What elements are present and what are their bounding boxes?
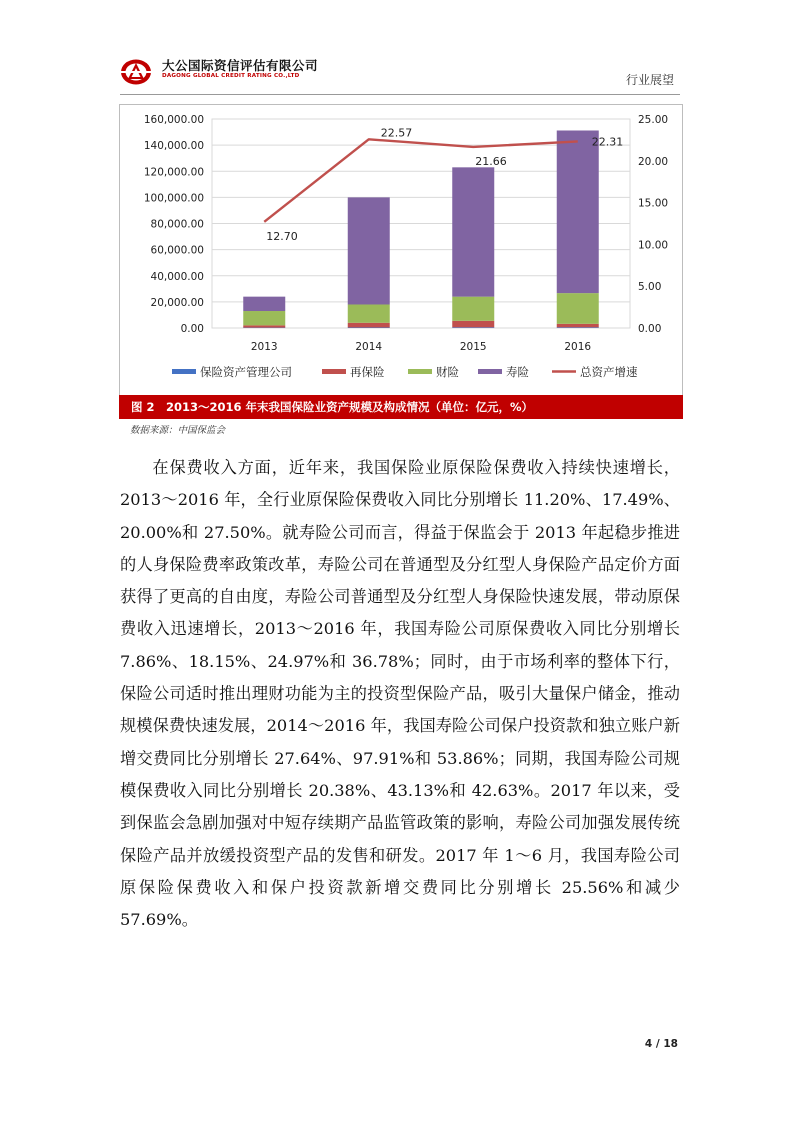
x-tick-label: 2014 (355, 341, 383, 353)
bar-segment (452, 327, 494, 328)
bar-segment (348, 197, 390, 304)
company-name-en: DAGONG GLOBAL CREDIT RATING CO.,LTD (162, 73, 300, 79)
x-tick-label: 2013 (250, 341, 278, 353)
line-data-label: 12.70 (266, 229, 298, 243)
bar-segment (557, 130, 599, 293)
y-right-tick-label: 15.00 (638, 197, 669, 210)
legend-swatch (172, 369, 196, 374)
legend-swatch (322, 369, 346, 374)
company-name-cn: 大公国际资信评估有限公司 (162, 58, 319, 73)
bar-segment (243, 311, 285, 325)
growth-line (264, 139, 578, 222)
chart-container (119, 104, 683, 396)
bar-segment (243, 297, 285, 311)
y-right-tick-label: 5.00 (638, 281, 662, 294)
y-right-tick-label: 0.00 (638, 323, 662, 335)
y-left-tick-label: 80,000.00 (150, 218, 204, 231)
legend-label: 财险 (436, 365, 459, 379)
y-right-tick-label: 10.00 (638, 239, 669, 252)
bar-segment (452, 297, 494, 321)
legend-swatch (478, 369, 502, 374)
line-data-label: 22.31 (591, 135, 624, 149)
bar-segment (557, 327, 599, 328)
x-tick-label: 2016 (564, 341, 592, 353)
y-left-tick-label: 60,000.00 (150, 244, 204, 257)
bar-segment (348, 327, 390, 328)
page-number: 4 / 18 (644, 1038, 678, 1050)
y-left-tick-label: 100,000.00 (143, 192, 204, 205)
bar-segment (452, 167, 494, 296)
bar-segment (243, 325, 285, 327)
bar-segment (348, 304, 390, 322)
line-data-label: 22.57 (380, 126, 413, 140)
legend-label: 寿险 (506, 365, 529, 379)
legend-swatch (408, 369, 432, 374)
line-data-label: 21.66 (475, 154, 507, 168)
figure-caption: 图 2 2013～2016 年末我国保险业资产规模及构成情况（单位：亿元，%） (131, 400, 534, 414)
legend-label: 再保险 (350, 365, 385, 379)
asset-chart (120, 105, 682, 395)
y-left-tick-label: 120,000.00 (143, 166, 204, 179)
body-paragraph: 在保费收入方面，近年来，我国保险业原保险保费收入持续快速增长，2013～2016 年，全行业原保险保费收入同比分别增长 11.20%、17.49%、20.00%和 27.50%。就寿险公司而言，得益于保监会于 2013 年起稳步推进的人身保险费率政策改革，寿险公司在普通型及分红型人身保险产品定价方面获得了更高的自由度，寿险公司普通型及分红型人身保险快速发展，带动原保费收入迅速增长，2013～2016 年，我国寿险公司原保费收入同比分别增长 7.86%、18.15%、24.97%和 36.78%；同时，由于市场利率的整体下行，保险公司适时推出理财功能为主的投资型保险产品，吸引大量保户储金，推动规模保费快速发展，2014～2016 年，我国寿险公司保户投资款和独立账户新增交费同比分别增长 27.64%、97.91%和 53.86%；同期，我国寿险公司规模保费收入同比分别增长 20.38%、43.13%和 42.63%。2017 年以来，受到保监会急剧加强对中短存续期产品监管政策的影响，寿险公司加强发展传统保险产品并放缓投资型产品的发售和研发。2017 年 1～6 月，我国寿险公司原保险保费收入和保户投资款新增交费同比分别增长 25.56%和减少 57.69%。 (120, 458, 680, 930)
legend-label: 总资产增速 (580, 365, 638, 379)
bar-segment (452, 321, 494, 328)
data-source: 数据来源：中国保监会 (130, 425, 226, 436)
y-right-tick-label: 25.00 (638, 114, 669, 126)
bar-segment (557, 324, 599, 328)
bar-segment (348, 323, 390, 328)
y-left-tick-label: 140,000.00 (143, 140, 204, 153)
legend-label: 保险资产管理公司 (200, 365, 292, 379)
y-left-tick-label: 20,000.00 (150, 296, 204, 309)
y-left-tick-label: 40,000.00 (150, 270, 204, 283)
section-label: 行业展望 (625, 73, 674, 87)
y-left-tick-label: 0.00 (180, 323, 204, 335)
x-tick-label: 2015 (459, 341, 487, 353)
company-logo-icon (120, 58, 152, 86)
y-left-tick-label: 160,000.00 (143, 114, 204, 126)
bar-segment (557, 293, 599, 324)
figure-caption-bar (119, 395, 683, 419)
header-divider (120, 94, 680, 95)
body-text (120, 452, 680, 936)
y-right-tick-label: 20.00 (638, 155, 669, 168)
